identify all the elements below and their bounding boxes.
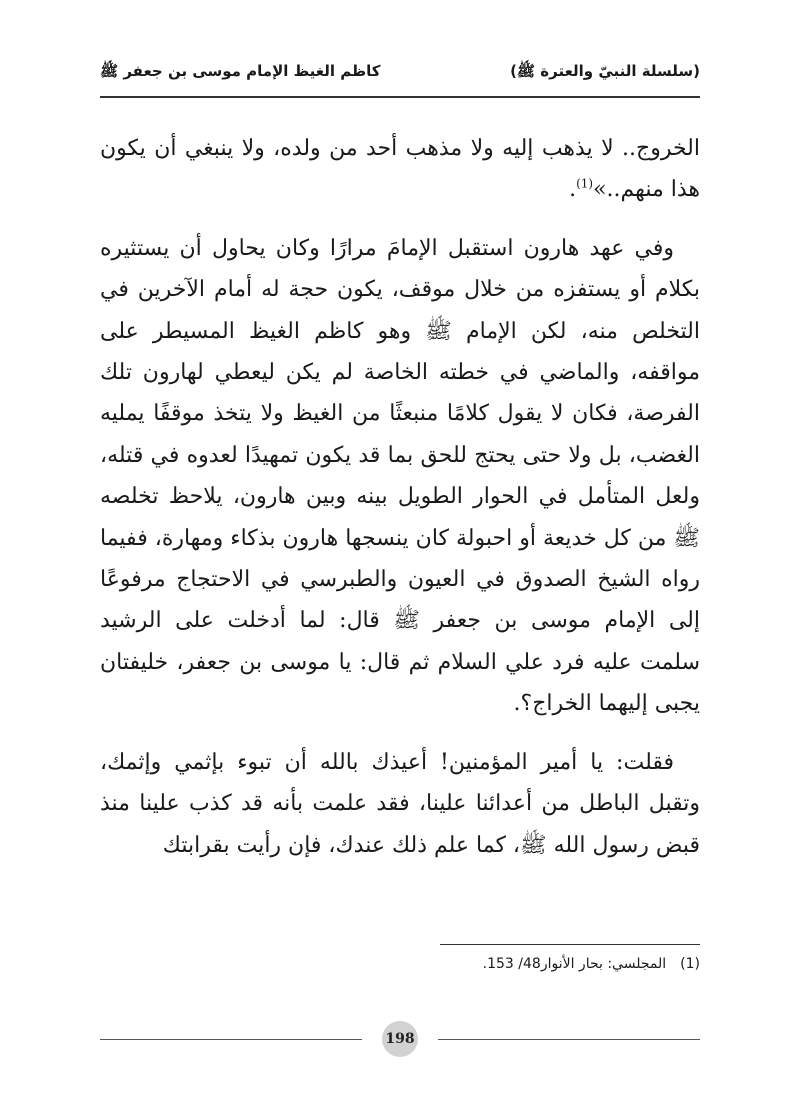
running-header — [100, 58, 700, 88]
main-text — [100, 128, 700, 883]
footnote — [100, 952, 700, 976]
paragraph-1-text: الخروج.. لا يذهب إليه ولا مذهب أحد من ولده، ولا ينبغي أن يكون هذا منهم..» — [100, 136, 700, 203]
footnote-text: المجلسي: بحار الأنوار48/ 153. — [482, 956, 667, 972]
header-divider — [100, 96, 700, 98]
footnote-reference[interactable]: (1) — [576, 177, 594, 192]
series-title: (سلسلة النبيّ والعترة ﷺ) — [510, 62, 700, 80]
book-title: كاظم الغيظ الإمام موسى بن جعفر ﷺ — [100, 62, 381, 80]
footnote-divider — [440, 944, 700, 945]
paragraph-1 — [100, 128, 700, 211]
footer-line-right — [438, 1039, 700, 1040]
footnote-number: (1) — [680, 956, 700, 972]
paragraph-1-end: . — [569, 177, 577, 203]
footer-line-left — [100, 1039, 362, 1040]
page-footer — [100, 1020, 700, 1060]
page-number: 198 — [382, 1021, 418, 1057]
paragraph-3: فقلت: يا أمير المؤمنين! أعيذك بالله أن تبوء بإثمي وإثمك، وتقبل الباطل من أعدائنا علينا، فقد علمت بأنه قد كذب علينا منذ قبض رسول الله ﷺ، كما علم ذلك عندك، فإن رأيت بقرابتك — [100, 749, 700, 858]
paragraph-2: وفي عهد هارون استقبل الإمامَ مرارًا وكان يحاول أن يستثيره بكلام أو يستفزه من خلال موقف، يكون حجة له أمام الآخرين في التخلص منه، لكن الإمام ﷺ وهو كاظم الغيظ المسيطر على مواقفه، والماضي في خطته الخاصة لم يكن ليعطي لهارون تلك الفرصة، فكان لا يقول كلامًا منبعثًا من الغيظ ولا يتخذ موقفًا يمليه الغضب، بل ولا حتى يحتج للحق بما قد يكون تمهيدًا لعدوه في قتله، ولعل المتأمل في الحوار الطويل بينه وبين هارون، يلاحظ تخلصه ﷺ من كل خديعة أو احبولة كان ينسجها هارون بذكاء ومهارة، ففيما رواه الشيخ الصدوق في العيون والطبرسي في الاحتجاج مرفوعًا إلى الإمام موسى بن جعفر ﷺ قال: لما أدخلت على الرشيد سلمت عليه فرد علي السلام ثم قال: يا موسى بن جعفر، خليفتان يجبى إليهما الخراج؟. — [100, 235, 700, 717]
